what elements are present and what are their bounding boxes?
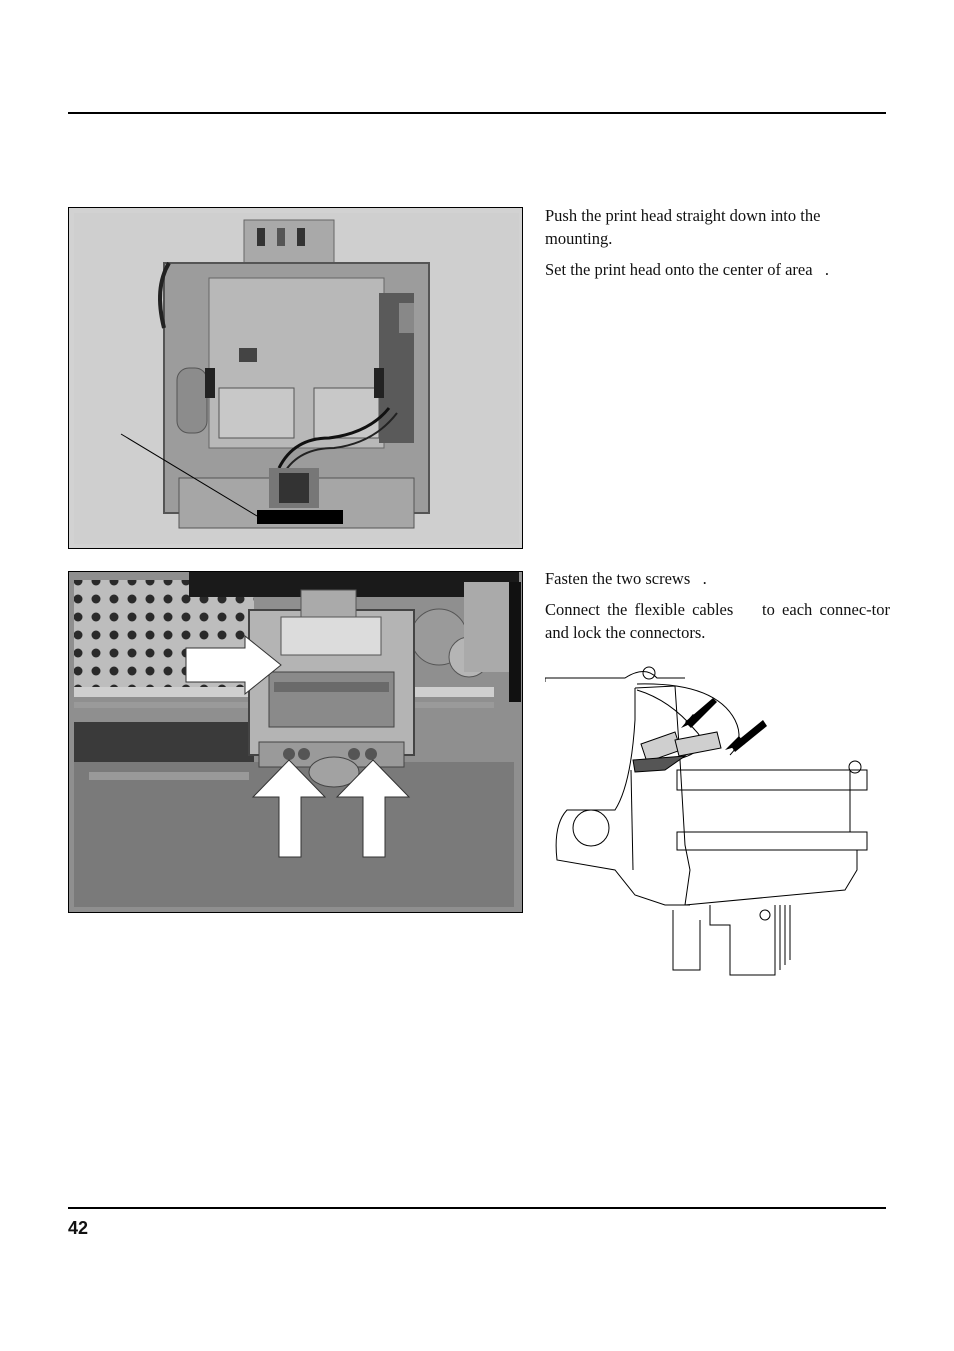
step1-instruction-1: Push the print head straight down into the mounting. <box>545 206 821 248</box>
step2-instruction-1: Fasten the two screws . <box>545 569 707 588</box>
print-head-installed-photo <box>68 571 523 913</box>
header-rule <box>68 112 886 114</box>
step2-instruction-2: Connect the flexible cables to each connec-tor and lock the connectors. <box>545 600 890 642</box>
step1-instruction-2: Set the print head onto the center of area . <box>545 260 830 279</box>
flex-cable-connector-diagram <box>545 660 875 985</box>
page-number: 42 <box>68 1218 89 1238</box>
print-head-mounting-photo <box>68 207 523 549</box>
footer-rule <box>68 1207 886 1209</box>
